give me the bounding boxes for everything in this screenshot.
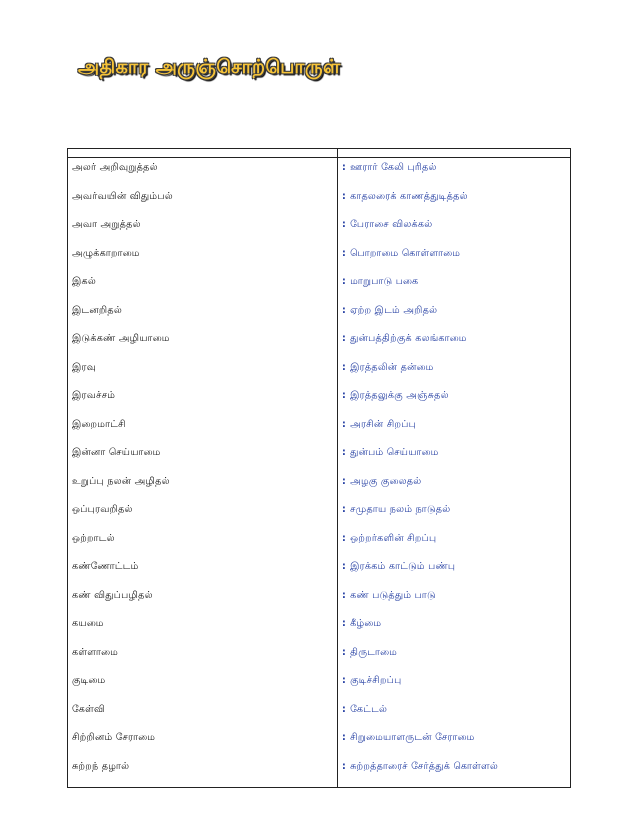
table-row — [68, 219, 570, 239]
term-cell: இடுக்கண் அழியாமை — [72, 333, 170, 344]
term-cell: கள்ளாமை — [72, 646, 119, 658]
table-row — [68, 362, 570, 382]
meaning-text: கீழ்மை — [350, 618, 382, 629]
meaning-text: குடிச்சிறப்பு — [350, 675, 402, 686]
meaning-cell — [342, 447, 439, 459]
meaning-cell — [342, 305, 437, 317]
meaning-text: அரசின் சிறப்பு — [350, 418, 416, 430]
meaning-text: சிறுமையாளருடன் சேராமை — [350, 732, 475, 743]
meaning-cell — [342, 618, 381, 630]
table-row — [68, 647, 570, 667]
table-row — [68, 704, 570, 724]
meaning-text: கண் படுத்தும் பாடு — [350, 589, 436, 601]
meaning-cell — [342, 191, 468, 203]
meaning-text: காதலரைக் காணத்துடித்தல் — [350, 190, 468, 202]
meaning-text: இரத்தலுக்கு அஞ்சுதல் — [350, 390, 449, 401]
colon-separator: : — [342, 304, 347, 316]
colon-separator: : — [342, 475, 347, 487]
meaning-cell — [342, 590, 436, 602]
meaning-cell — [342, 761, 498, 773]
table-row — [68, 276, 570, 296]
table-row — [68, 447, 570, 467]
glossary-table — [67, 148, 571, 788]
term-cell: ஒப்புரவறிதல் — [72, 504, 133, 515]
term-cell: அவர்வயின் விதும்பல் — [72, 190, 173, 202]
table-row — [68, 618, 570, 638]
table-row — [68, 476, 570, 496]
colon-separator: : — [342, 162, 347, 173]
table-row — [68, 590, 570, 610]
meaning-text: துன்பம் செய்யாமை — [350, 447, 439, 458]
meaning-text: சமுதாய நலம் நாடுதல் — [350, 504, 451, 515]
table-row — [68, 761, 570, 781]
meaning-text: திருடாமை — [350, 646, 398, 658]
term-cell: சுற்றந் தழால் — [72, 760, 130, 772]
table-row — [68, 561, 570, 581]
meaning-cell — [342, 390, 449, 402]
meaning-text: பொறாமை கொள்ளாமை — [350, 247, 461, 259]
colon-separator: : — [342, 447, 347, 458]
colon-separator: : — [342, 760, 347, 772]
colon-separator: : — [342, 675, 347, 686]
meaning-text: இரத்தலின் தன்மை — [350, 361, 434, 373]
table-row — [68, 191, 570, 211]
term-cell: இன்னா செய்யாமை — [72, 447, 161, 458]
meaning-cell — [342, 248, 460, 260]
table-header-row — [68, 149, 570, 158]
colon-separator: : — [342, 532, 347, 544]
meaning-cell — [342, 732, 475, 744]
table-row — [68, 675, 570, 695]
colon-separator: : — [342, 418, 347, 430]
colon-separator: : — [342, 732, 347, 743]
term-cell: கேள்வி — [72, 703, 106, 715]
term-cell: குடிமை — [72, 675, 106, 686]
term-cell: இடனறிதல் — [72, 304, 123, 316]
meaning-cell — [342, 704, 387, 716]
term-cell: கயமை — [72, 618, 104, 629]
meaning-text: இரக்கம் காட்டும் பண்பு — [350, 561, 456, 572]
table-row — [68, 390, 570, 410]
colon-separator: : — [342, 646, 347, 658]
meaning-cell — [342, 533, 436, 545]
meaning-cell — [342, 504, 450, 516]
colon-separator: : — [342, 276, 347, 287]
table-row — [68, 732, 570, 752]
term-cell: சிற்றினம் சேராமை — [72, 732, 156, 743]
meaning-text: மாறுபாடு பகை — [350, 276, 419, 287]
meaning-text: அழகு குலைதல் — [350, 475, 422, 487]
table-row — [68, 305, 570, 325]
colon-separator: : — [342, 247, 347, 259]
colon-separator: : — [342, 190, 347, 202]
table-row — [68, 333, 570, 353]
table-row — [68, 419, 570, 439]
meaning-text: ஒற்றர்களின் சிறப்பு — [350, 532, 437, 544]
term-cell: ஒற்றாடல் — [72, 532, 115, 544]
term-cell: உறுப்பு நலன் அழிதல் — [72, 475, 170, 487]
colon-separator: : — [342, 703, 347, 715]
term-cell: இரவச்சம் — [72, 390, 116, 401]
meaning-text: கேட்டல் — [350, 703, 388, 715]
colon-separator: : — [342, 561, 347, 572]
table-row — [68, 533, 570, 553]
term-cell: கண் விதுப்பழிதல் — [72, 589, 153, 601]
meaning-cell — [342, 362, 434, 374]
colon-separator: : — [342, 333, 347, 344]
meaning-cell — [342, 476, 421, 488]
meaning-text: பேராசை விலக்கல் — [350, 219, 433, 230]
colon-separator: : — [342, 504, 347, 515]
meaning-text: துன்பத்திற்குக் கலங்காமை — [350, 333, 467, 344]
colon-separator: : — [342, 589, 347, 601]
meaning-text: ஏற்ற இடம் அறிதல் — [350, 304, 438, 316]
colon-separator: : — [342, 361, 347, 373]
meaning-cell — [342, 276, 418, 288]
term-cell: அலர் அறிவுறுத்தல் — [72, 162, 158, 173]
term-cell: அழுக்காறாமை — [72, 247, 140, 259]
term-cell: இறைமாட்சி — [72, 418, 126, 430]
meaning-cell — [342, 219, 433, 231]
meaning-cell — [342, 419, 416, 431]
colon-separator: : — [342, 618, 347, 629]
colon-separator: : — [342, 219, 347, 230]
term-cell: அவா அறுத்தல் — [72, 219, 141, 230]
meaning-cell — [342, 647, 397, 659]
meaning-cell — [342, 162, 437, 174]
meaning-cell — [342, 561, 455, 573]
term-cell: இரவு — [72, 361, 97, 373]
page-title: அதிகார அருஞ்சொற்பொருள் — [78, 56, 341, 78]
meaning-text: ஊரார் கேலி புரிதல் — [350, 162, 437, 173]
table-row — [68, 504, 570, 524]
meaning-cell — [342, 333, 467, 345]
meaning-text: சுற்றத்தாரைச் சேர்த்துக் கொள்ளல் — [350, 760, 499, 772]
colon-separator: : — [342, 390, 347, 401]
table-row — [68, 162, 570, 182]
term-cell: இகல் — [72, 276, 97, 287]
table-row — [68, 248, 570, 268]
meaning-cell — [342, 675, 401, 687]
term-cell: கண்ணோட்டம் — [72, 561, 139, 572]
